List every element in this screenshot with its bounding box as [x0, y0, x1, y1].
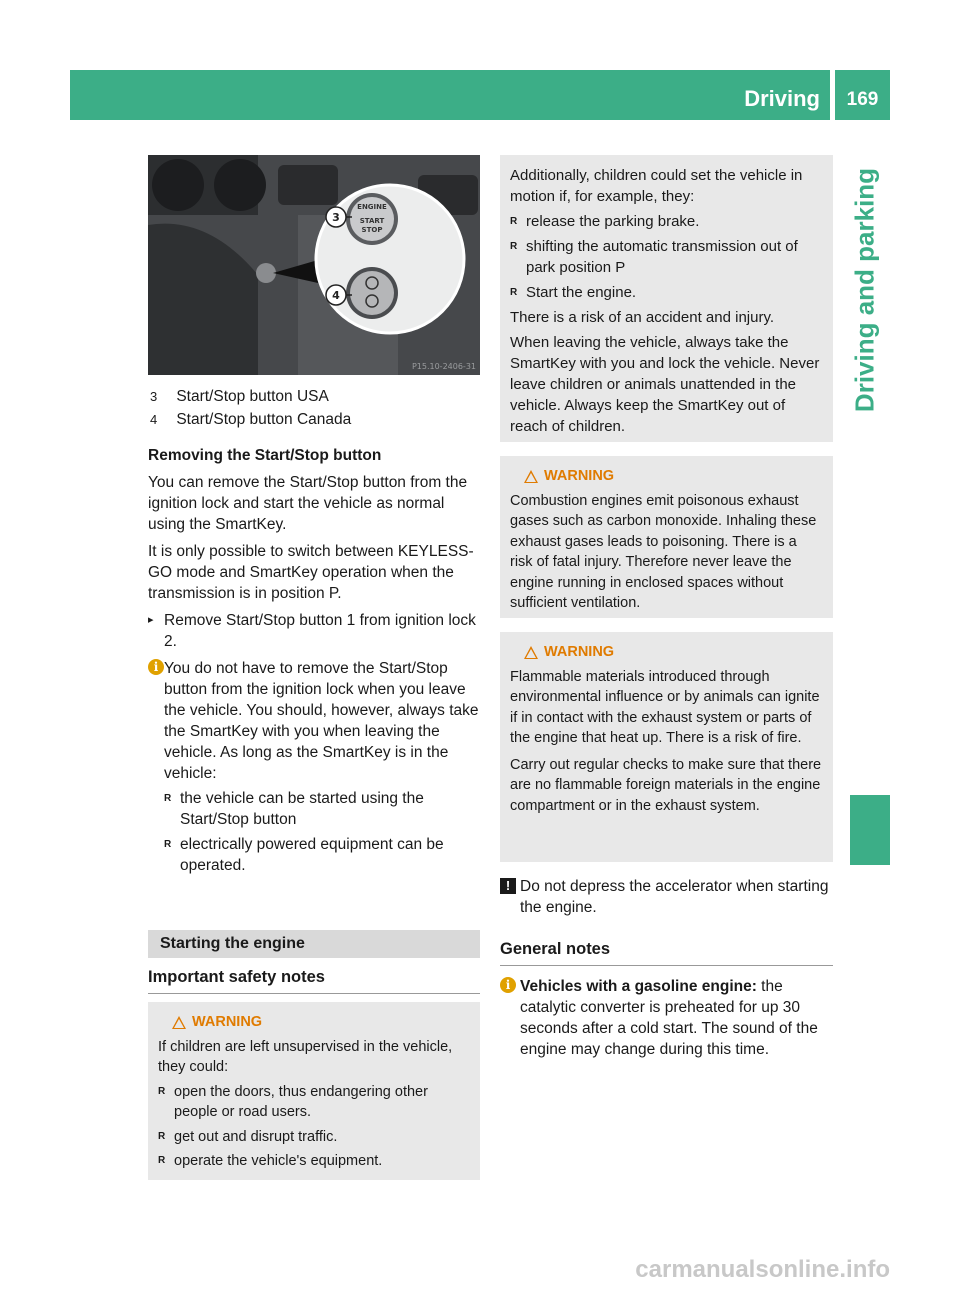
warning-triangle-icon	[524, 646, 538, 659]
svg-text:STOP: STOP	[361, 226, 383, 234]
removing-heading: Removing the Start/Stop button	[148, 447, 382, 464]
continuation-bullet: R shifting the automatic transmission out of park position P	[510, 236, 823, 278]
continuation-bullet: R release the parking brake.	[510, 211, 823, 232]
warning-bullet: R get out and disrupt traffic.	[158, 1127, 470, 1148]
svg-text:START: START	[359, 217, 385, 225]
callout-4: 4	[150, 412, 158, 427]
warning-bullet: R open the doors, thus endangering other people or road users.	[158, 1082, 470, 1123]
info-bullet: R electrically powered equipment can be operated.	[164, 834, 481, 876]
watermark: carmanualsonline.info	[635, 1256, 890, 1283]
dashboard-photo	[148, 155, 480, 375]
caption-usa: 3 Start/Stop button USA	[150, 388, 329, 405]
warning-header: WARNING	[510, 466, 823, 487]
risk-text: There is a risk of an accident and injury.	[510, 309, 775, 326]
removing-paragraph-2: It is only possible to switch between KEYLESS-GO mode and SmartKey operation when the transmission is in position P.	[148, 543, 474, 602]
warning-box-exhaust	[500, 456, 833, 618]
warning-bullet: R operate the vehicle's equipment.	[158, 1151, 470, 1172]
info-icon: i	[148, 659, 164, 675]
svg-text:4: 4	[332, 289, 340, 302]
warning-text: Combustion engines emit poisonous exhaust gases such as carbon monoxide. Inhaling these exhaust gases leads to poisoning. There is a risk of fatal injury. Therefore never leave the engine running in enclosed spaces without sufficient ventilation.	[510, 492, 817, 611]
section-title: Driving	[744, 86, 820, 111]
notice-text: Do not depress the accelerator when starting the engine.	[520, 878, 829, 916]
header-bar	[70, 70, 830, 120]
warning-text: If children are left unsupervised in the vehicle, they could:	[158, 1038, 453, 1075]
info-bullet: R the vehicle can be started using the Start/Stop button	[164, 788, 481, 830]
exclamation-icon: !	[500, 878, 516, 894]
warning-box-children	[148, 1002, 480, 1180]
smartkey-advice: When leaving the vehicle, always take the SmartKey with you and lock the vehicle. Never leave children or animals unattended in the vehicle. Always keep the SmartKey out of reach of children.	[510, 334, 820, 435]
left-column-text	[148, 445, 481, 880]
warning-continuation-box: Additionally, children could set the vehicle in motion if, for example, they: R release the parking brake. R shifting the automatic transmission out of park position P R Start the engine. There is a risk of an accident and injury. When leaving the vehicle, always take the SmartKey with you and lock the vehicle. Never leave children or animals unattended in the vehicle. Always keep the SmartKey out of reach of children.	[500, 155, 833, 442]
warning-text: Flammable materials introduced through environmental influence or by animals can ignite if in contact with the exhaust system or parts of the engine that heat up. There is a risk of fire.	[510, 668, 820, 746]
removing-paragraph-1: You can remove the Start/Stop button from the ignition lock and start the vehicle as normal using the SmartKey.	[148, 474, 468, 533]
warning-box-fire	[500, 632, 833, 862]
gasoline-note: i Vehicles with a gasoline engine: the catalytic converter is preheated for up 30 seconds after a cold start. The sound of the engine may change during this time.	[500, 976, 835, 1060]
continuation-bullet: R Start the engine.	[510, 282, 823, 303]
caption-canada: 4 Start/Stop button Canada	[150, 411, 352, 428]
side-tab-block	[850, 795, 890, 865]
section-starting-engine: Starting the engine	[148, 930, 480, 958]
notice-block	[500, 876, 835, 918]
info-note: i You do not have to remove the Start/Stop button from the ignition lock when you leave the vehicle. You should, however, always take the SmartKey with you when leaving the vehicle. As long as the SmartKey is in the vehicle: R the vehicle can be started using the Start/Stop button R electrically powered equipment can be operated.	[148, 658, 481, 876]
svg-text:P15.10-2406-31: P15.10-2406-31	[411, 362, 476, 371]
subhead-general-notes: General notes	[500, 940, 833, 966]
callout-3: 3	[150, 389, 158, 404]
warning-triangle-icon	[172, 1016, 186, 1029]
svg-text:3: 3	[332, 211, 340, 224]
info-icon: i	[500, 977, 516, 993]
warning-triangle-icon	[524, 470, 538, 483]
side-tab-label: Driving and parking	[849, 167, 880, 413]
warning-header: WARNING	[158, 1012, 470, 1033]
svg-text:ENGINE: ENGINE	[357, 203, 387, 211]
page-number: 169	[846, 89, 879, 110]
subhead-safety: Important safety notes	[148, 968, 480, 994]
warning-header: WARNING	[510, 642, 823, 663]
warning-text: Carry out regular checks to make sure that there are no flammable foreign materials in the engine compartment or in the exhaust system.	[510, 756, 822, 814]
remove-step: ▸ Remove Start/Stop button 1 from ignition lock 2.	[148, 610, 481, 652]
